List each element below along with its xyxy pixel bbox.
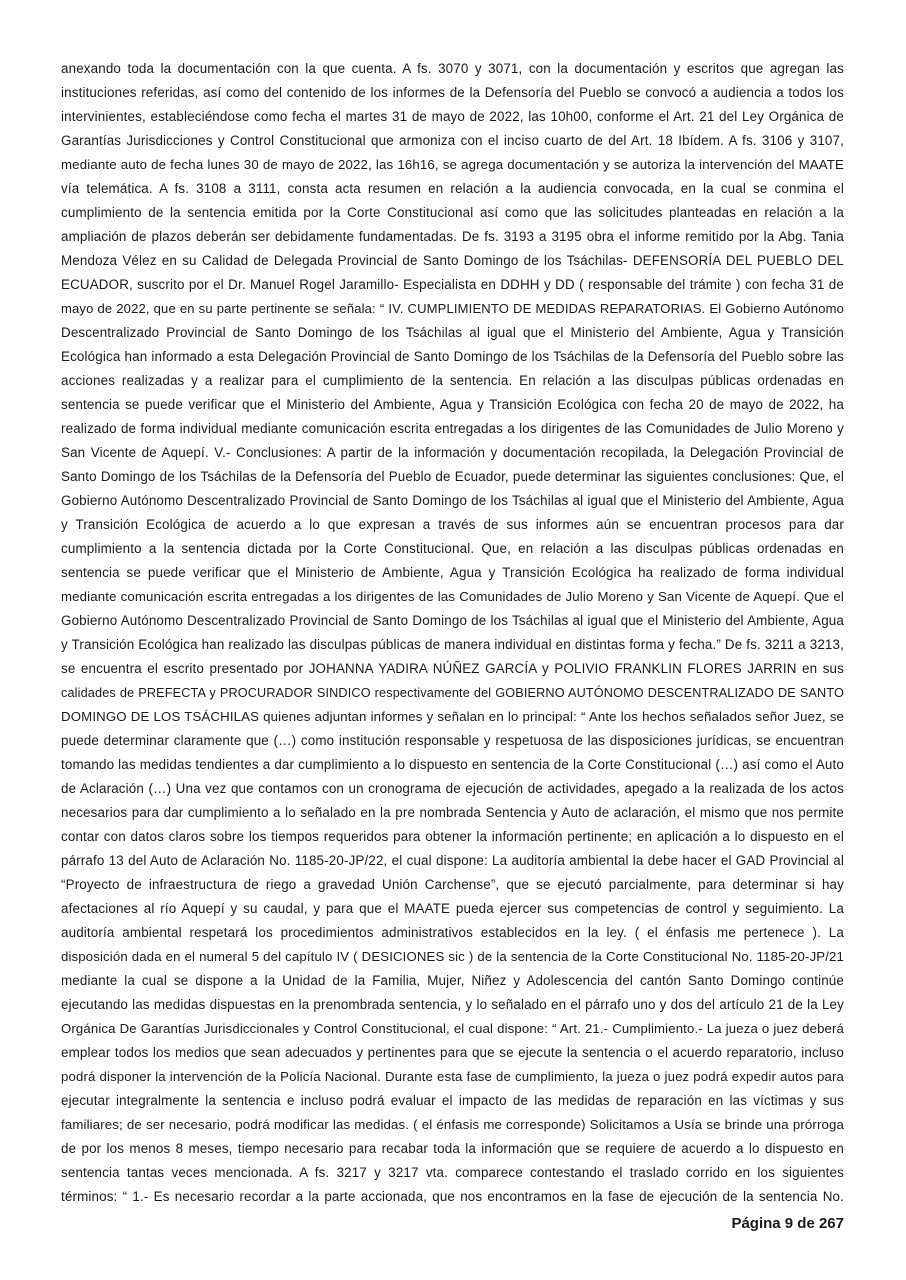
text-line: intervinientes, estableciéndose como fecha el martes 31 de mayo de 2022, las 10h00, conforme el Art. 21 del Ley Orgánica de <box>61 109 844 124</box>
text-line: Mendoza Vélez en su Calidad de Delegada Provincial de Santo Domingo de los Tsáchilas- DEFENSORÍA DEL PUEBLO DEL <box>61 253 844 268</box>
text-line: Orgánica De Garantías Jurisdiccionales y Control Constitucional, el cual dispone: “ Art. 21.- Cumplimiento.- La jueza o juez deberá <box>61 1021 844 1036</box>
text-line: y Transición Ecológica de acuerdo a lo que expresan a través de sus informes aún se encuentran procesos para dar <box>61 517 844 532</box>
text-line: realizado de forma individual mediante comunicación escrita entregadas a los dirigentes de las Comunidades de Julio Moreno y <box>61 421 844 436</box>
text-line: Descentralizado Provincial de Santo Domingo de los Tsáchilas al igual que el Ministerio del Ambiente, Agua y Transición <box>61 325 844 340</box>
text-line: acciones realizadas y a realizar para el cumplimiento de la sentencia. En relación a las disculpas públicas ordenadas en <box>61 373 844 388</box>
text-line: afectaciones al río Aquepí y su caudal, y para que el MAATE pueda ejercer sus competencias de control y seguimiento. La <box>61 901 844 916</box>
page-number: Página 9 de 267 <box>731 1215 844 1232</box>
text-line: mediante auto de fecha lunes 30 de mayo de 2022, las 16h16, se agrega documentación y se autoriza la intervención del MAATE <box>61 157 844 172</box>
text-line: necesarios para dar cumplimiento a lo señalado en la pre nombrada Sentencia y Auto de aclaración, el mismo que nos permite <box>61 805 844 820</box>
text-line: cumplimiento a la sentencia dictada por la Corte Constitucional. Que, en relación a las disculpas públicas ordenadas en <box>61 541 844 556</box>
text-line: puede determinar claramente que (…) como institución responsable y respetuosa de las disposiciones jurídicas, se encuentran <box>61 733 844 748</box>
text-line: y Transición Ecológica han realizado las disculpas públicas de manera individual en distintas forma y fecha.” De fs. 3211 a 3213, <box>61 637 844 652</box>
text-line: “Proyecto de infraestructura de riego a gravedad Unión Carchense”, que se ejecutó parcialmente, para determinar si hay <box>61 877 844 892</box>
text-line: anexando toda la documentación con la que cuenta. A fs. 3070 y 3071, con la documentación y escritos que agregan las <box>61 61 844 76</box>
text-line: DOMINGO DE LOS TSÁCHILAS quienes adjuntan informes y señalan en lo principal: “ Ante los hechos señalados señor Juez, se <box>61 709 844 724</box>
text-line: auditoría ambiental respetará los procedimientos administrativos establecidos en la ley. ( el énfasis me pertenece ). La <box>61 925 844 940</box>
text-line: cumplimiento de la sentencia emitida por la Corte Constitucional así como que las solicitudes planteadas en relación a la <box>61 205 844 220</box>
text-line: sentencia se puede verificar que el Ministerio de Ambiente, Agua y Transición Ecológica ha realizado de forma individual <box>61 565 844 580</box>
document-body <box>61 57 844 1209</box>
text-line: ejecutando las medidas dispuestas en la prenombrada sentencia, y lo señalado en el párrafo uno y dos del artículo 21 de la Ley <box>61 997 844 1012</box>
text-line: mayo de 2022, que en su parte pertinente se señala: “ IV. CUMPLIMIENTO DE MEDIDAS REPARATORIAS. El Gobierno Autónomo <box>61 301 844 316</box>
text-line: emplear todos los medios que sean adecuados y pertinentes para que se ejecute la sentencia o el acuerdo reparatorio, incluso <box>61 1045 844 1060</box>
text-line: contar con datos claros sobre los tiempos requeridos para obtener la información pertinente; en aplicación a lo dispuesto en el <box>61 829 844 844</box>
text-line: disposición dada en el numeral 5 del capítulo IV ( DESICIONES sic ) de la sentencia de la Corte Constitucional No. 1185-20-JP/21 <box>61 949 844 964</box>
text-line: instituciones referidas, así como del contenido de los informes de la Defensoría del Pueblo se convocó a audiencia a todos los <box>61 85 844 100</box>
text-line: se encuentra el escrito presentado por JOHANNA YADIRA NÚÑEZ GARCÍA y POLIVIO FRANKLIN FLORES JARRIN en sus <box>61 661 844 676</box>
text-line: Santo Domingo de los Tsáchilas de la Defensoría del Pueblo de Ecuador, puede determinar las siguientes conclusiones: Que, el <box>61 469 844 484</box>
text-line: podrá disponer la intervención de la Policía Nacional. Durante esta fase de cumplimiento, la jueza o juez podrá expedir autos para <box>61 1069 844 1084</box>
text-line: ampliación de plazos deberán ser debidamente fundamentadas. De fs. 3193 a 3195 obra el informe remitido por la Abg. Tania <box>61 229 844 244</box>
text-line: vía telemática. A fs. 3108 a 3111, consta acta resumen en relación a la audiencia convocada, en la cual se conmina el <box>61 181 844 196</box>
text-line: calidades de PREFECTA y PROCURADOR SINDICO respectivamente del GOBIERNO AUTÓNOMO DESCENTRALIZADO DE SANTO <box>61 686 844 700</box>
text-line: ejecutar integralmente la sentencia e incluso podrá evaluar el impacto de las medidas de reparación en las víctimas y sus <box>61 1093 844 1108</box>
text-line: sentencia se puede verificar que el Ministerio del Ambiente, Agua y Transición Ecológica con fecha 20 de mayo de 2022, ha <box>61 397 844 412</box>
text-line: mediante comunicación escrita entregadas a los dirigentes de las Comunidades de Julio Moreno y San Vicente de Aquepí. Que el <box>61 589 844 604</box>
text-line: San Vicente de Aquepí. V.- Conclusiones: A partir de la información y documentación recopilada, la Delegación Provincial de <box>61 445 844 460</box>
text-line: de por los menos 8 meses, tiempo necesario para recabar toda la información que se requiere de acuerdo a lo dispuesto en <box>61 1141 844 1156</box>
text-line: ECUADOR, suscrito por el Dr. Manuel Rogel Jaramillo- Especialista en DDHH y DD ( responsable del trámite ) con fecha 31 de <box>61 277 844 292</box>
text-line: de Aclaración (…) Una vez que contamos con un cronograma de ejecución de actividades, apegado a la realizada de los actos <box>61 781 844 796</box>
text-line: tomando las medidas tendientes a dar cumplimiento a lo dispuesto en sentencia de la Corte Constitucional (…) así como el Auto <box>61 757 844 772</box>
text-line: mediante la cual se dispone a la Unidad de la Familia, Mujer, Niñez y Adolescencia del cantón Santo Domingo continúe <box>61 973 844 988</box>
text-line: términos: “ 1.- Es necesario recordar a la parte accionada, que nos encontramos en la fase de ejecución de la sentencia No. <box>61 1189 844 1204</box>
text-line: Gobierno Autónomo Descentralizado Provincial de Santo Domingo de los Tsáchilas al igual que el Ministerio del Ambiente, Agua <box>61 613 844 628</box>
text-line: Gobierno Autónomo Descentralizado Provincial de Santo Domingo de los Tsáchilas al igual que el Ministerio del Ambiente, Agua <box>61 493 844 508</box>
text-line: Garantías Jurisdicciones y Control Constitucional que armoniza con el inciso cuarto de del Art. 18 Ibídem. A fs. 3106 y 3107, <box>61 133 844 148</box>
text-line: sentencia tantas veces mencionada. A fs. 3217 y 3217 vta. comparece contestando el traslado corrido en los siguientes <box>61 1165 844 1180</box>
text-line: Ecológica han informado a esta Delegación Provincial de Santo Domingo de los Tsáchilas de la Defensoría del Pueblo sobre las <box>61 349 844 364</box>
text-line: familiares; de ser necesario, podrá modificar las medidas. ( el énfasis me corresponde) Solicitamos a Usía se brinde una prórroga <box>61 1117 844 1132</box>
text-line: párrafo 13 del Auto de Aclaración No. 1185-20-JP/22, el cual dispone: La auditoría ambiental la debe hacer el GAD Provincial al <box>61 853 844 868</box>
